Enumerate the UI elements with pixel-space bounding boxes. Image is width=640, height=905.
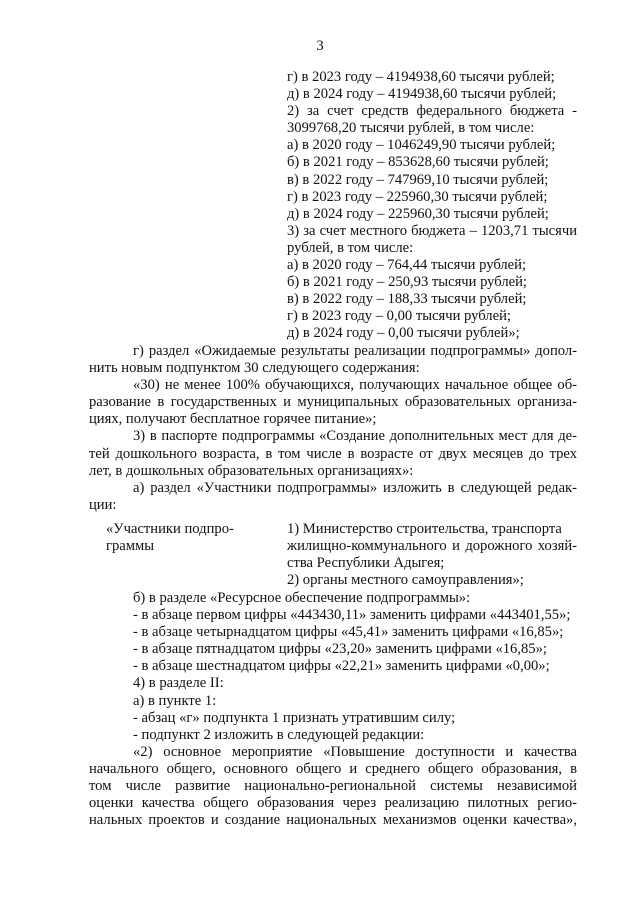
paragraph-line: тей дошкольного возраста, в том числе в возрасте от двух месяцев до трех bbox=[89, 445, 577, 462]
funding-list bbox=[287, 69, 577, 343]
funding-line: 2) за счет средств федерального бюджета - bbox=[287, 103, 577, 120]
paragraph-line: - в абзаце шестнадцатом цифры «22,21» заменить цифрами «0,00»; bbox=[133, 658, 550, 675]
paragraph-line: том числе развитие национально-региональной системы независимой bbox=[89, 778, 577, 795]
participants-label-line: «Участники подпро- bbox=[106, 521, 234, 537]
paragraph-line: г) раздел «Ожидаемые результаты реализации подпрограммы» допол- bbox=[133, 343, 577, 359]
participants-line: жилищно-коммунального и дорожного хозяй- bbox=[287, 538, 577, 555]
funding-line: а) в 2020 году – 764,44 тысячи рублей; bbox=[287, 257, 527, 274]
paragraph-line: «30) не менее 100% обучающихся, получающих начальное общее об- bbox=[133, 377, 577, 394]
funding-line: д) в 2024 году – 0,00 тысячи рублей»; bbox=[287, 325, 520, 342]
funding-line: д) в 2024 году – 4194938,60 тысячи рублей; bbox=[287, 86, 557, 103]
participants-label bbox=[106, 521, 276, 555]
participants-label-line: граммы bbox=[106, 538, 155, 555]
funding-line: 3099768,20 тысячи рублей, в том числе: bbox=[287, 120, 535, 137]
paragraph-line: ции: bbox=[89, 496, 117, 513]
funding-line: рублей, в том числе: bbox=[287, 239, 414, 256]
paragraph-line: - в абзаце четырнадцатом цифры «45,41» заменить цифрами «16,85»; bbox=[133, 624, 564, 641]
participants-line: 2) органы местного самоуправления»; bbox=[287, 572, 524, 589]
paragraph-line: «2) основное мероприятие «Повышение доступности и качества bbox=[133, 743, 577, 760]
paragraph-line: а) в пункте 1: bbox=[133, 692, 217, 709]
paragraph-line: - подпункт 2 изложить в следующей редакции: bbox=[133, 726, 425, 743]
paragraph-line: - абзац «г» подпункта 1 признать утратившим силу; bbox=[133, 709, 456, 726]
paragraph-line: а) раздел «Участники подпрограммы» изложить в следующей редак- bbox=[133, 479, 577, 496]
paragraph-line: 3) в паспорте подпрограммы «Создание дополнительных мест для де- bbox=[133, 428, 577, 445]
funding-line: б) в 2021 году – 250,93 тысячи рублей; bbox=[287, 274, 527, 291]
paragraph-line: - в абзаце пятнадцатом цифры «23,20» заменить цифрами «16,85»; bbox=[133, 641, 547, 658]
funding-line: г) в 2023 году – 4194938,60 тысячи рублей; bbox=[287, 69, 555, 85]
paragraph-line: нальных проектов и создание национальных механизмов оценки качества», bbox=[89, 812, 577, 829]
participants-line: 1) Министерство строительства, транспорта bbox=[287, 521, 562, 537]
funding-line: г) в 2023 году – 0,00 тысячи рублей; bbox=[287, 308, 511, 325]
paragraph-line: 4) в разделе II: bbox=[133, 675, 224, 692]
funding-line: г) в 2023 году – 225960,30 тысячи рублей; bbox=[287, 188, 548, 205]
funding-line: в) в 2022 году – 188,33 тысячи рублей; bbox=[287, 291, 527, 308]
funding-line: д) в 2024 году – 225960,30 тысячи рублей; bbox=[287, 205, 549, 222]
paragraph-line: начального общего, основного общего и среднего общего образования, в bbox=[89, 760, 577, 777]
funding-line: в) в 2022 году – 747969,10 тысячи рублей; bbox=[287, 171, 549, 188]
paragraph-line: б) в разделе «Ресурсное обеспечение подпрограммы»: bbox=[133, 590, 471, 606]
page-number: 3 bbox=[316, 38, 324, 54]
participants-list bbox=[287, 521, 577, 589]
body-text-2 bbox=[89, 590, 577, 829]
funding-line: 3) за счет местного бюджета – 1203,71 тысячи bbox=[287, 222, 577, 239]
participants-line: ства Республики Адыгея; bbox=[287, 555, 445, 572]
paragraph-line: разование в государственных и муниципальных образовательных организа- bbox=[89, 394, 577, 411]
body-text-1 bbox=[89, 343, 577, 514]
paragraph-line: лет, в дошкольных образовательных организациях»: bbox=[89, 462, 414, 479]
paragraph-line: нить новым подпунктом 30 следующего содержания: bbox=[89, 360, 420, 377]
paragraph-line: - в абзаце первом цифры «443430,11» заменить цифрами «443401,55»; bbox=[133, 607, 571, 624]
paragraph-line: оценки качества общего образования через реализацию пилотных регио- bbox=[89, 795, 577, 812]
funding-line: б) в 2021 году – 853628,60 тысячи рублей; bbox=[287, 154, 549, 171]
funding-line: а) в 2020 году – 1046249,90 тысячи рублей; bbox=[287, 137, 556, 154]
paragraph-line: циях, получают бесплатное горячее питание»; bbox=[89, 411, 377, 428]
